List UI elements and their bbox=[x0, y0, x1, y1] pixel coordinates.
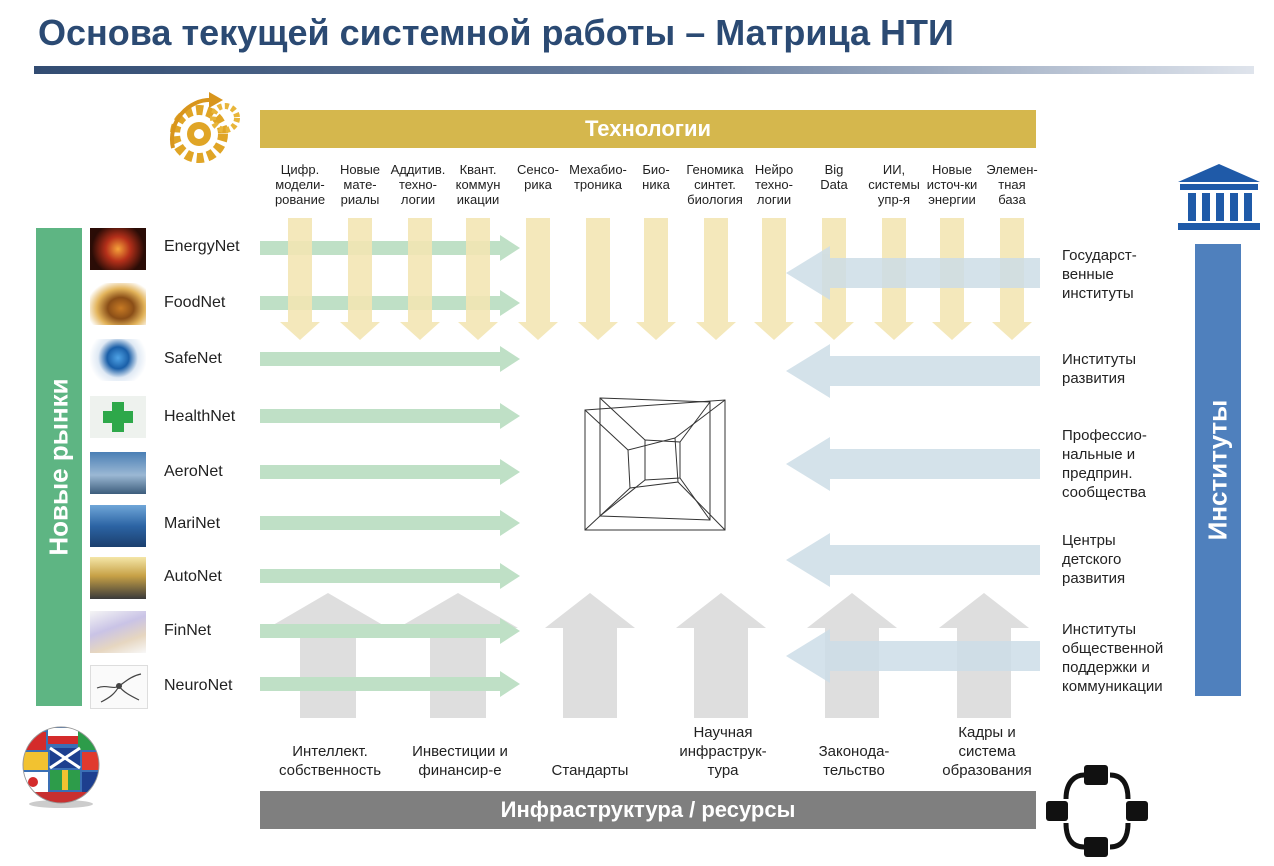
markets-header: Новые рынки bbox=[43, 378, 74, 556]
marinet-icon bbox=[90, 505, 146, 547]
technologies-header: Технологии bbox=[260, 110, 1036, 148]
institute-label: Государст- венные институты bbox=[1062, 247, 1137, 302]
infrastructure-header: Инфраструктура / ресурсы bbox=[260, 791, 1036, 829]
energynet-icon bbox=[90, 228, 146, 270]
matrix-cube-icon bbox=[585, 398, 725, 530]
market-label: EnergyNet bbox=[164, 238, 240, 255]
inst-arrow-4 bbox=[786, 533, 1040, 587]
tech-label: Цифр. модели- рование bbox=[274, 162, 326, 207]
infrastructure-label: Стандарты bbox=[551, 762, 629, 779]
tech-label: Новые источ-ки энергии bbox=[926, 162, 978, 207]
green-cross-icon bbox=[90, 396, 146, 438]
institutes-sidebar bbox=[1195, 244, 1241, 696]
inst-arrow-2 bbox=[786, 344, 1040, 398]
market-label: AeroNet bbox=[164, 463, 223, 480]
network-nodes-icon bbox=[1044, 765, 1150, 857]
market-label: FoodNet bbox=[164, 294, 226, 311]
finnet-icon bbox=[90, 611, 146, 653]
institutes-header: Институты bbox=[1202, 399, 1233, 541]
tech-label: ИИ, системы упр-я bbox=[868, 162, 920, 207]
infrastructure-label: Интеллект. собственность bbox=[278, 743, 382, 779]
infra-arrow-2 bbox=[398, 593, 518, 718]
foodnet-icon bbox=[90, 283, 146, 325]
tech-label: Аддитив. техно- логии bbox=[390, 162, 446, 207]
tech-label: Био- ника bbox=[642, 162, 670, 192]
healthnet-icon bbox=[90, 396, 146, 438]
institute-label: Институты развития bbox=[1062, 351, 1137, 387]
government-building-icon bbox=[1176, 162, 1262, 232]
infrastructure-label: Законода- тельство bbox=[818, 743, 890, 779]
institute-label: Институты общественной поддержки и коммуникации bbox=[1062, 621, 1164, 695]
market-arrow-5 bbox=[260, 459, 520, 485]
markets-sidebar bbox=[36, 228, 82, 706]
institute-label: Професcио- нальные и предприн. сообщества bbox=[1062, 427, 1147, 501]
page-title: Основа текущей системной работы – Матрица НТИ bbox=[38, 12, 954, 53]
tech-label: Новые мате- риалы bbox=[339, 162, 381, 207]
infrastructure-label: Инвестиции и финансир-е bbox=[412, 743, 508, 779]
neuron-icon bbox=[91, 666, 147, 708]
market-arrow-4 bbox=[260, 403, 520, 429]
infra-arrow-4 bbox=[676, 593, 766, 718]
tech-label: Нейро техно- логии bbox=[754, 162, 794, 207]
tech-label: Big Data bbox=[820, 162, 848, 192]
market-label: AutoNet bbox=[164, 568, 222, 585]
market-label: MariNet bbox=[164, 515, 221, 532]
market-label: SafeNet bbox=[164, 350, 222, 367]
market-arrow-6 bbox=[260, 510, 520, 536]
safenet-icon bbox=[90, 339, 146, 381]
aeronet-icon bbox=[90, 452, 146, 494]
tech-label: Мехабио- троника bbox=[569, 162, 627, 192]
market-arrow-3 bbox=[260, 346, 520, 372]
infrastructure-label: Научная инфраструк- тура bbox=[679, 724, 767, 779]
gear-arrow-icon bbox=[163, 88, 245, 170]
market-arrow-7 bbox=[260, 563, 520, 589]
market-label: HealthNet bbox=[164, 408, 236, 425]
tech-label: Элемен- тная база bbox=[986, 162, 1038, 207]
tech-label: Сенсо- рика bbox=[516, 162, 559, 192]
infra-arrow-3 bbox=[545, 593, 635, 718]
flag-globe-icon bbox=[18, 722, 104, 808]
tech-label: Геномика синтет. биология bbox=[686, 162, 744, 207]
market-label: NeuroNet bbox=[164, 677, 233, 694]
inst-arrow-3 bbox=[786, 437, 1040, 491]
market-label: FinNet bbox=[164, 622, 212, 639]
neuronet-icon bbox=[90, 665, 148, 709]
infrastructure-label: Кадры и система образования bbox=[942, 724, 1032, 779]
tech-label: Квант. коммун икации bbox=[455, 162, 501, 207]
autonet-icon bbox=[90, 557, 146, 599]
institute-label: Центры детского развития bbox=[1062, 532, 1126, 587]
infra-arrow-1 bbox=[268, 593, 388, 718]
